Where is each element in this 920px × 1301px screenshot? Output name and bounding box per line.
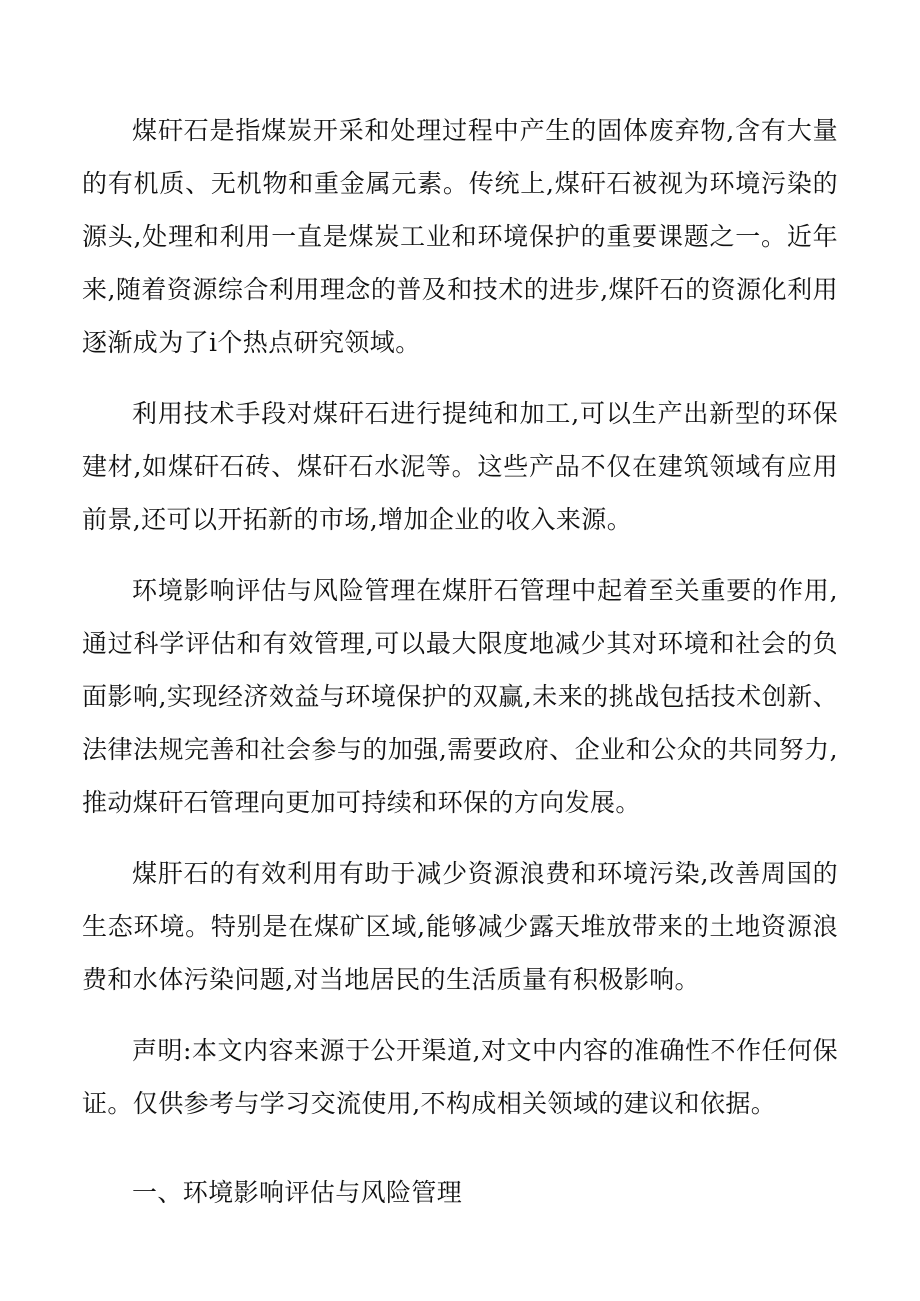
paragraph-building-materials: 利用技术手段对煤矸石进行提纯和加工,可以生产出新型的环保建材,如煤矸石砖、煤矸石水泥等。这些产品不仅在建筑领域有应用前景,还可以开拓新的市场,增加企业的收入来源。	[82, 399, 838, 534]
paragraph-environmental-benefit: 煤肝石的有效利用有助于减少资源浪费和环境污染,改善周国的生态环境。特别是在煤矿区域,能够减少露天堆放带来的土地资源浪费和水体污染问题,对当地居民的生活质量有积极影响。	[82, 859, 838, 994]
section-heading: 一、环境影响评估与风险管理	[132, 1178, 463, 1207]
paragraph-risk-management: 环境影响评估与风险管理在煤肝石管理中起着至关重要的作用,通过科学评估和有效管理,可以最大限度地减少其对环境和社会的负面影响,实现经济效益与环境保护的双赢,未来的挑战包括技术创新、法律法规完善和社会参与的加强,需要政府、企业和公众的共同努力,推动煤矸石管理向更加可持续和环保的方向发展。	[82, 576, 838, 817]
paragraph-intro: 煤矸石是指煤炭开采和处理过程中产生的固体废弃物,含有大量的有机质、无机物和重金属元素。传统上,煤矸石被视为环境污染的源头,处理和利用一直是煤炭工业和环境保护的重要课题之一。近年来,随着资源综合利用理念的普及和技术的进步,煤阡石的资源化利用逐渐成为了i个热点研究领域。	[82, 116, 838, 357]
paragraph-disclaimer: 声明:本文内容来源于公开渠道,对文中内容的准确性不作任何保证。仅供参考与学习交流使用,不构成相关领域的建议和依据。	[82, 1036, 838, 1118]
document-body	[82, 104, 838, 1219]
